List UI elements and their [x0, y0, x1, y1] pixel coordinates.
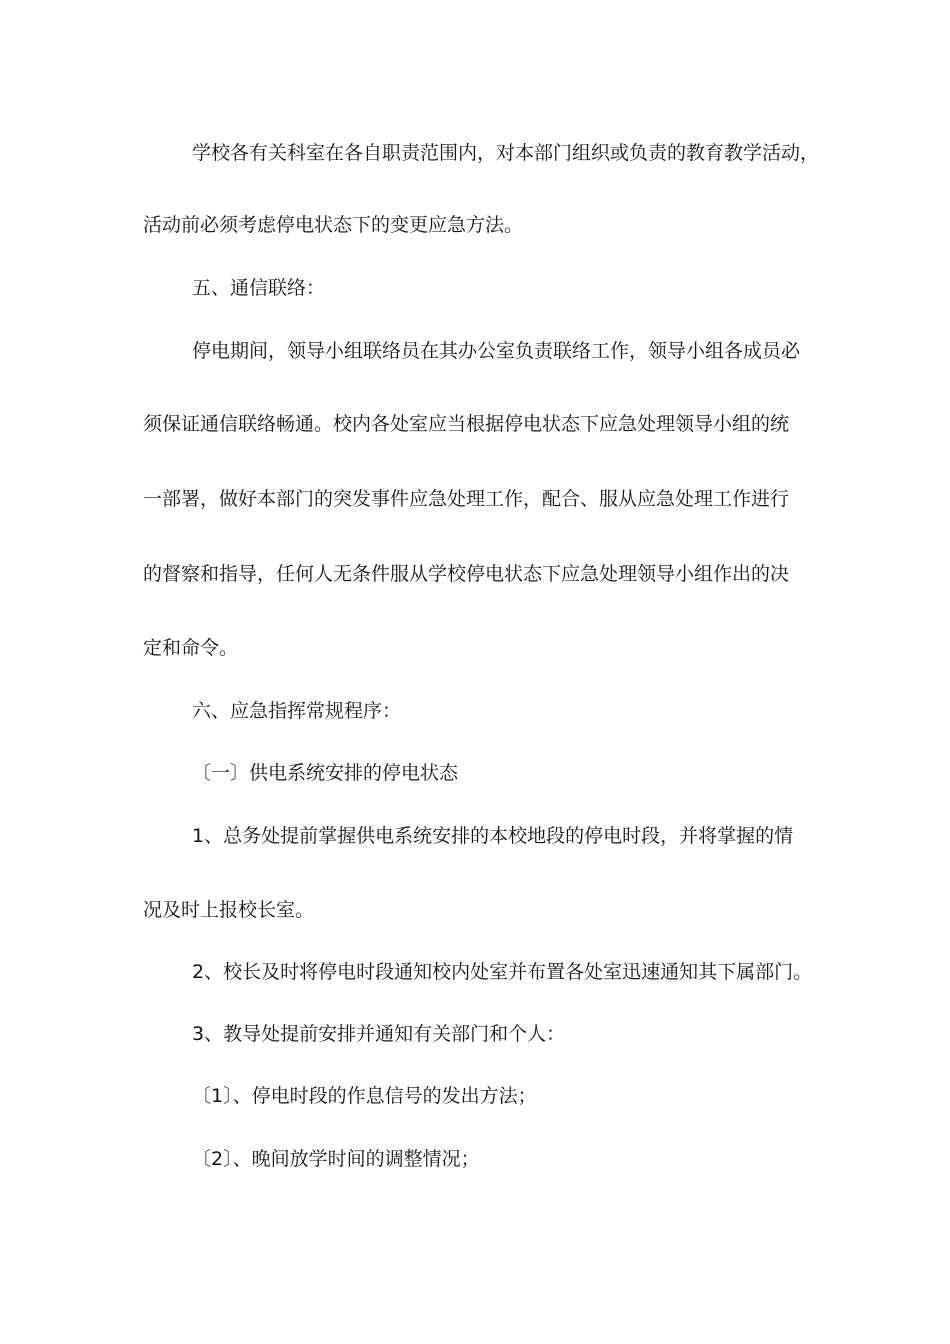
paragraph-line: 活动前必须考虑停电状态下的变更应急方法。 — [143, 214, 524, 236]
section-heading: 五、通信联络： — [192, 277, 326, 299]
list-item: 2、校长及时将停电时段通知校内处室并布置各处室迅速通知其下属部门。 — [192, 961, 813, 983]
paragraph-line: 况及时上报校长室。 — [143, 899, 315, 921]
section-heading: 六、应急指挥常规程序： — [192, 700, 402, 722]
list-item: 〔2〕、晚间放学时间的调整情况； — [192, 1148, 480, 1170]
list-item: 1、总务处提前掌握供电系统安排的本校地段的停电时段，并将掌握的情 — [192, 825, 794, 847]
list-item: 3、教导处提前安排并通知有关部门和个人： — [192, 1023, 566, 1045]
paragraph-line: 停电期间，领导小组联络员在其办公室负责联络工作，领导小组各成员必 — [192, 340, 801, 362]
paragraph-line: 须保证通信联络畅通。校内各处室应当根据停电状态下应急处理领导小组的统 — [143, 413, 790, 435]
list-item: 〔1〕、停电时段的作息信号的发出方法； — [192, 1085, 537, 1107]
paragraph-line: 学校各有关科室在各自职责范围内，对本部门组织或负责的教育教学活动， — [192, 142, 820, 164]
paragraph-line: 一部署，做好本部门的突发事件应急处理工作，配合、服从应急处理工作进行 — [143, 488, 790, 510]
subsection-heading: 〔一〕供电系统安排的停电状态 — [192, 762, 459, 784]
paragraph-line: 定和命令。 — [143, 637, 239, 659]
paragraph-line: 的督察和指导，任何人无条件服从学校停电状态下应急处理领导小组作出的决 — [143, 563, 790, 585]
